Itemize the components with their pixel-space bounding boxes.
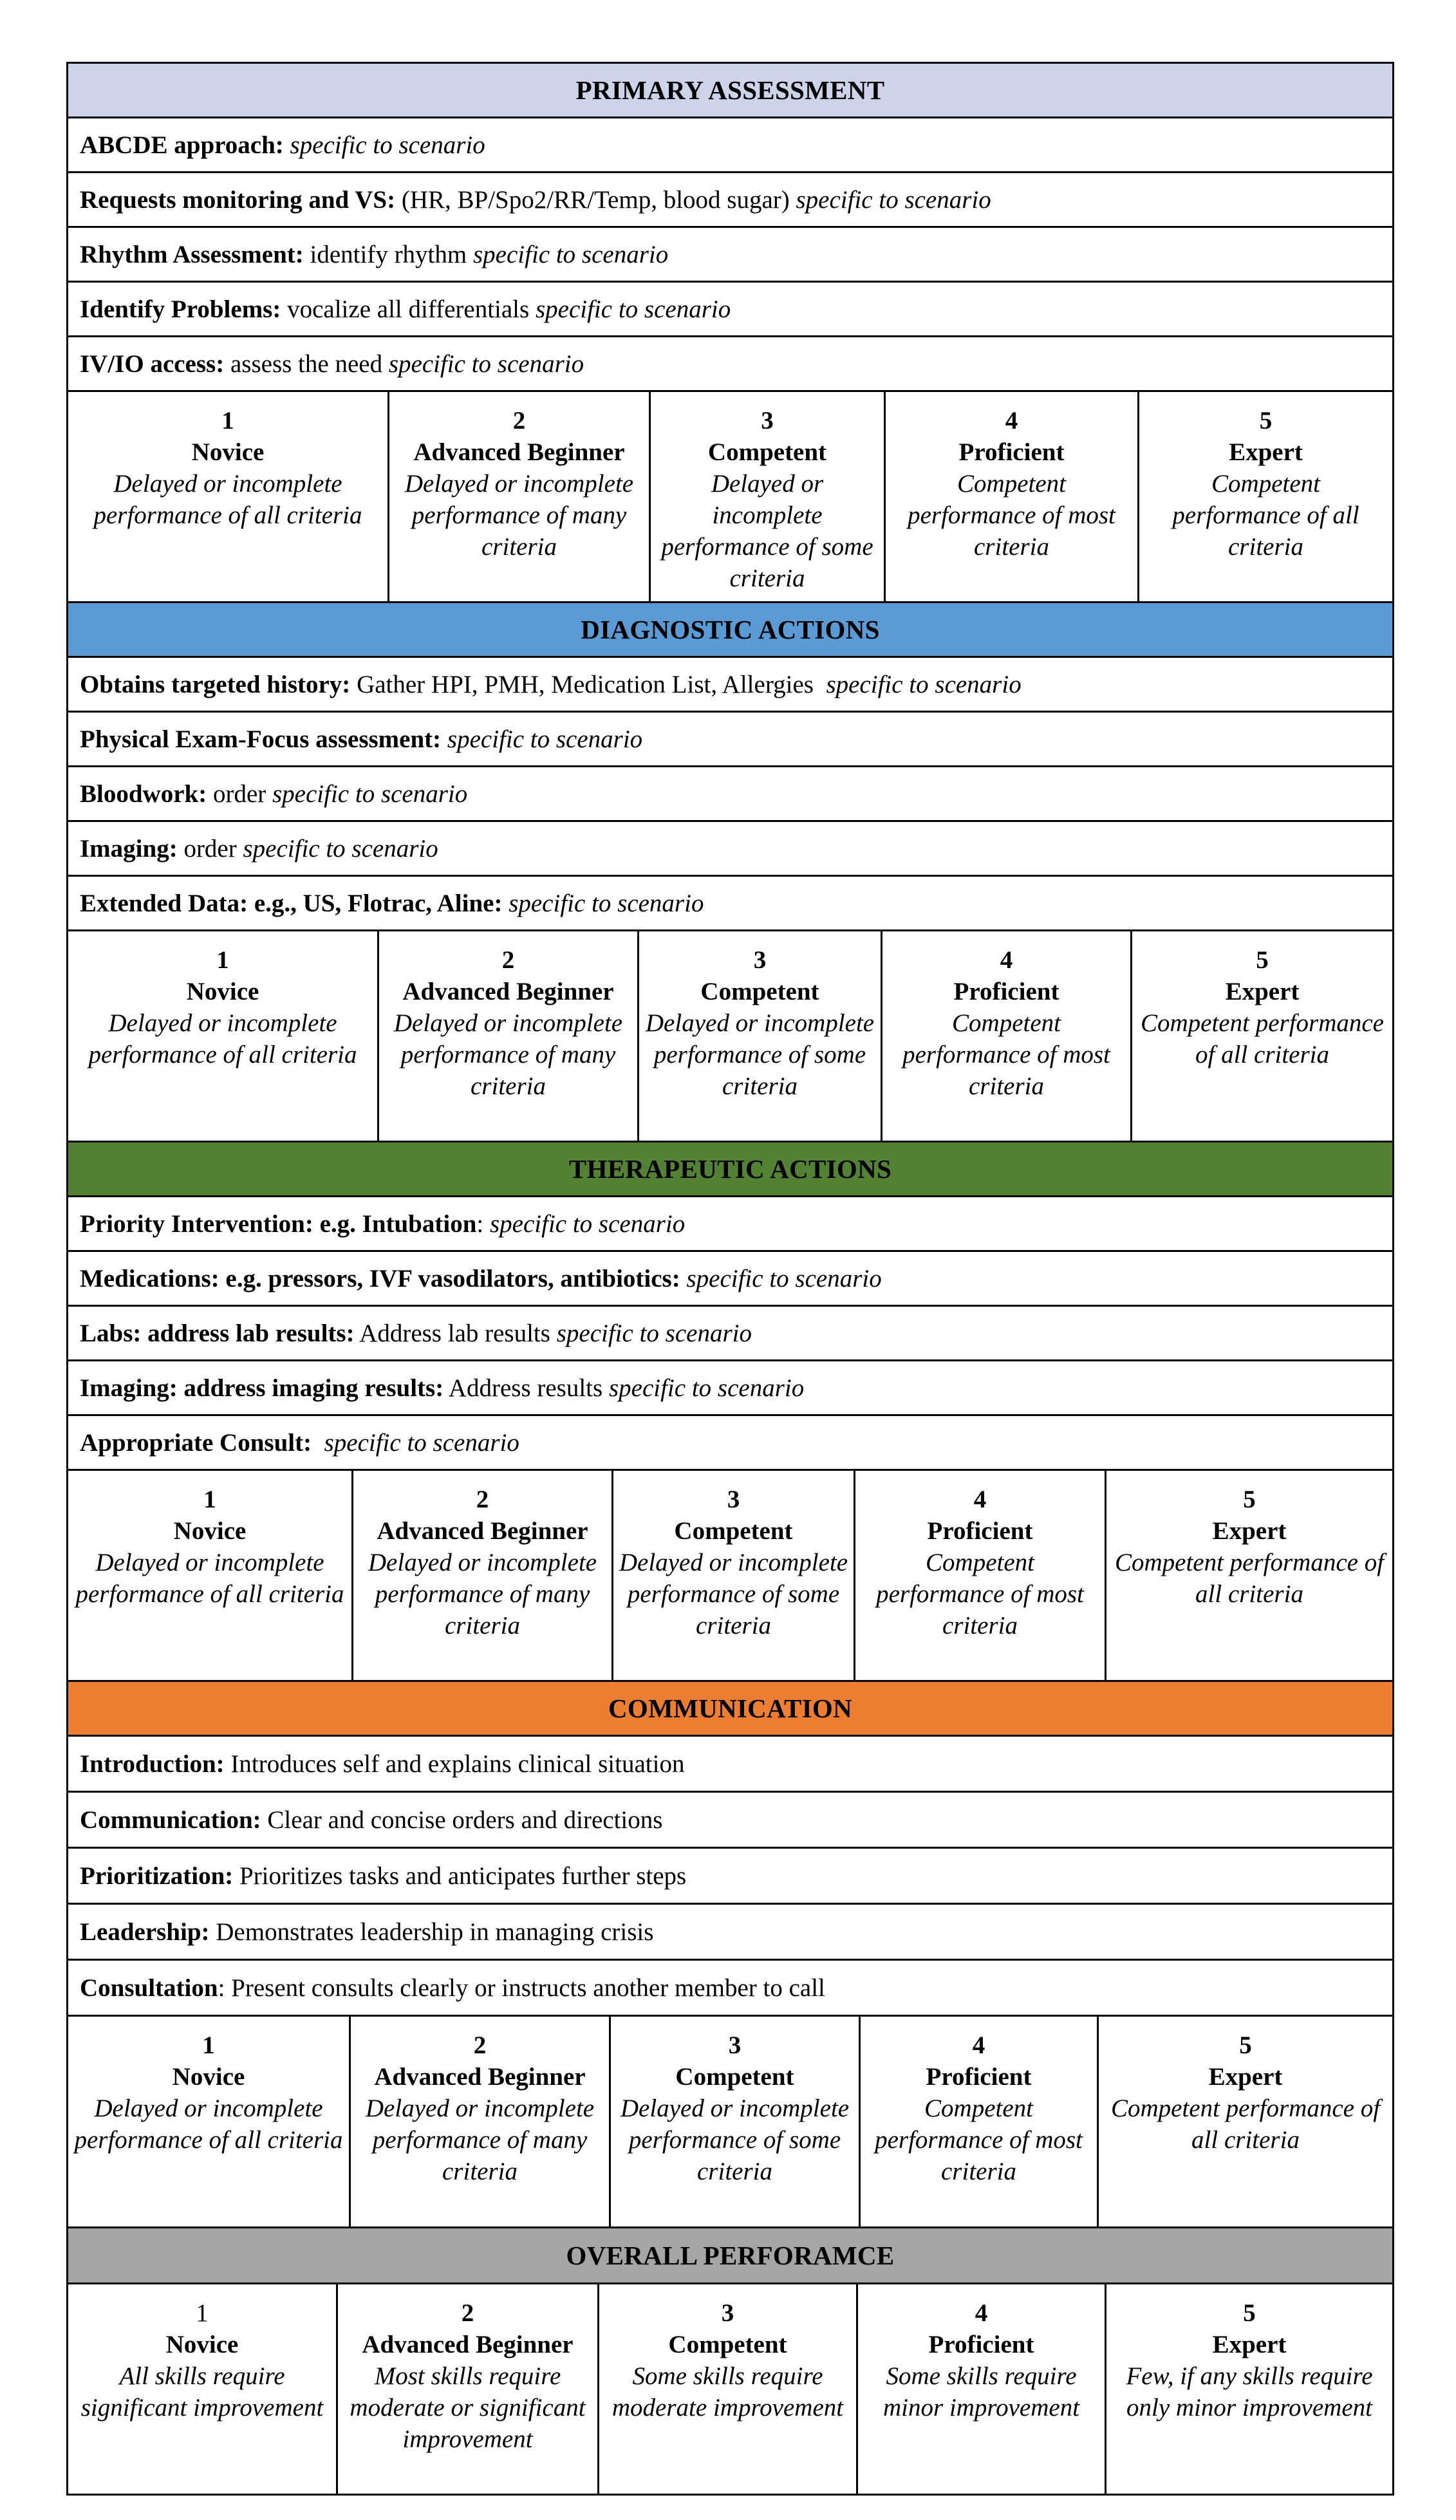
section-communication [66,1680,1394,2226]
criterion-row: Communication: Clear and concise orders and directions [66,1791,1394,1847]
section-header: DIAGNOSTIC ACTIONS [66,601,1394,656]
scale-cell-3: 3 Competent Delayed or incomplete performance of some criteria [611,1471,854,1680]
criterion-row: Extended Data: e.g., US, Flotrac, Aline: specific to scenario [66,875,1394,929]
criterion-row: Requests monitoring and VS: (HR, BP/Spo2/RR/Temp, blood sugar) specific to scenario [66,171,1394,226]
scale-cell-4: 4 Proficient Competent performance of most criteria [881,931,1130,1141]
scale-cell-5: 5 Expert Competent performance of all criteria [1137,392,1392,601]
criterion-row: Leadership: Demonstrates leadership in managing crisis [66,1903,1394,1959]
scale-cell-5: 5 Expert Few, if any skills require only minor improvement [1105,2284,1392,2494]
scale-cell-3: 3 Competent Delayed or incomplete performance of some criteria [649,392,884,601]
criterion-row: Labs: address lab results: Address lab results specific to scenario [66,1305,1394,1359]
section-header: PRIMARY ASSESSMENT [66,62,1394,117]
scale-cell-4: 4 Proficient Competent performance of most criteria [884,392,1137,601]
scale-cell-4: 4 Proficient Competent performance of most criteria [859,2017,1097,2226]
scale-cell-4: 4 Proficient Competent performance of most criteria [854,1471,1105,1680]
criterion-row: Priority Intervention: e.g. Intubation : specific to scenario [66,1195,1394,1250]
scale-cell-2: 2 Advanced Beginner Delayed or incomplete performance of many criteria [387,392,649,601]
scale-cell-2: 2 Advanced Beginner Delayed or incomplete performance of many criteria [351,1471,611,1680]
section-header: THERAPEUTIC ACTIONS [66,1141,1394,1195]
rating-scale [66,1469,1394,1680]
criterion-row: Obtains targeted history: Gather HPI, PMH, Medication List, Allergies specific to scenario [66,656,1394,711]
scale-cell-1: 1 Novice All skills require significant improvement [80,2299,324,2422]
scale-cell-4: 4 Proficient Some skills require minor improvement [856,2284,1105,2494]
criterion-row: IV/IO access: assess the need specific to scenario [66,335,1394,390]
scale-cell-1: 1 Novice Delayed or incomplete performance of all criteria [88,946,357,1069]
criterion-row: Prioritization: Prioritizes tasks and anticipates further steps [66,1847,1394,1903]
rating-scale [66,390,1394,601]
rating-scale [66,2015,1394,2226]
scale-cell-3: 3 Competent Delayed or incomplete performance of some criteria [637,931,881,1141]
criterion-row: Medications: e.g. pressors, IVF vasodilators, antibiotics: specific to scenario [66,1250,1394,1305]
criterion-row: Identify Problems: vocalize all differentials specific to scenario [66,281,1394,335]
criterion-row: Imaging: address imaging results: Address results specific to scenario [66,1359,1394,1414]
criterion-row: Appropriate Consult: specific to scenario [66,1414,1394,1469]
scale-cell-2: 2 Advanced Beginner Delayed or incomplete performance of many criteria [349,2017,609,2226]
criterion-row: ABCDE approach: specific to scenario [66,117,1394,171]
scale-cell-5: 5 Expert Competent performance of all criteria [1097,2017,1392,2226]
scale-cell-3: 3 Competent Delayed or incomplete performance of some criteria [609,2017,859,2226]
criterion-row: Imaging: order specific to scenario [66,820,1394,875]
rubric-table [66,62,1394,2496]
section-header: COMMUNICATION [66,1680,1394,1735]
scale-cell-2: 2 Advanced Beginner Most skills require moderate or significant improvement [336,2284,597,2494]
scale-cell-2: 2 Advanced Beginner Delayed or incomplete performance of many criteria [377,931,637,1141]
criterion-row: Introduction: Introduces self and explains clinical situation [66,1735,1394,1791]
criterion-row: Bloodwork: order specific to scenario [66,765,1394,820]
scale-cell-1: 1 Novice Delayed or incomplete performance of all criteria [74,2031,343,2154]
section-overall-performance [66,2226,1394,2496]
section-therapeutic-actions [66,1141,1394,1680]
criterion-row: Rhythm Assessment: identify rhythm specific to scenario [66,226,1394,281]
scale-cell-3: 3 Competent Some skills require moderate improvement [597,2284,856,2494]
scale-cell-1: 1 Novice Delayed or incomplete performance of all criteria [93,407,362,529]
criterion-row: Consultation : Present consults clearly or instructs another member to call [66,1959,1394,2015]
rating-scale [66,929,1394,1141]
criterion-row: Physical Exam-Focus assessment: specific to scenario [66,711,1394,765]
scale-cell-1: 1 Novice Delayed or incomplete performance of all criteria [75,1486,344,1608]
section-diagnostic-actions [66,601,1394,1141]
section-primary-assessment [66,62,1394,601]
rating-scale [66,2282,1394,2496]
scale-cell-5: 5 Expert Competent performance of all criteria [1130,931,1392,1141]
section-header: OVERALL PERFORAMCE [66,2226,1394,2282]
scale-cell-5: 5 Expert Competent performance of all criteria [1105,1471,1392,1680]
